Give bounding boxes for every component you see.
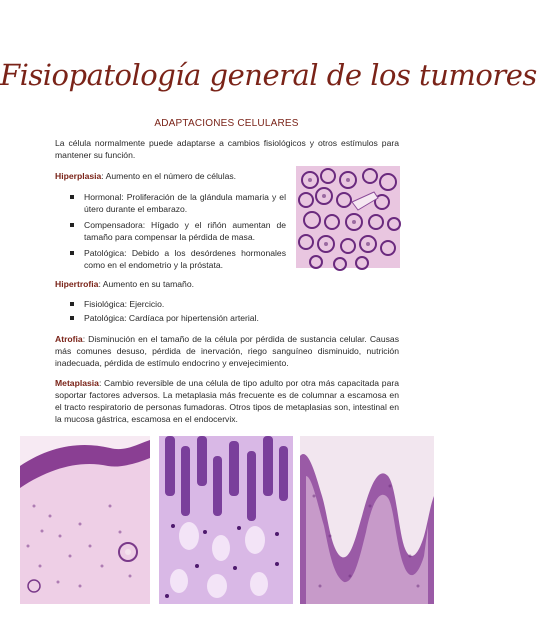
hiperplasia-definition: : Aumento en el número de células. [101,171,237,181]
hiperplasia-heading [55,170,295,182]
bullet-icon [70,302,74,306]
histology-atrophy-image [20,436,150,604]
hipertrofia-term: Hipertrofia [55,279,99,289]
atrofia-definition: : Disminución en el tamaño de la célula por pérdida de sustancia celular. Causas más comunes desuso, pérdida de inervación, riego sanguíneo disminuido, nutrición inadecuada, pérdida de estímulo endocrino y envejecimiento. [55,334,399,368]
hiperplasia-term: Hiperplasia [55,171,102,181]
list-item [68,247,286,271]
histology-hyperplasia-image [296,166,400,268]
list-item-text: Compensadora: Hígado y el riñón aumentan de tamaño para compensar la pérdida de masa. [84,220,286,242]
list-item-text: Fisiológica: Ejercicio. [84,299,165,309]
atrofia-term: Atrofia [55,334,83,344]
list-item-text: Patológica: Debido a los desórdenes hormonales como en el endometrio y la próstata. [84,248,286,270]
atrofia-paragraph [55,333,399,369]
list-item-text: Hormonal: Proliferación de la glándula mamaria y el útero durante el embarazo. [84,192,286,214]
list-item [68,298,368,310]
metaplasia-term: Metaplasia [55,378,99,388]
histology-metaplasia-image [159,436,293,604]
hipertrofia-heading [55,278,395,290]
page-title: Fisiopatología general de los tumores [0,58,537,92]
list-item-text: Patológica: Cardíaca por hipertensión arterial. [84,313,259,323]
bullet-icon [70,316,74,320]
bullet-icon [70,223,74,227]
histology-epithelium-image [300,436,434,604]
hiperplasia-list [68,191,286,275]
metaplasia-paragraph [55,377,399,425]
metaplasia-definition: : Cambio reversible de una célula de tipo adulto por otra más capacitada para soportar factores adversos. La metaplasia más frecuente es de columnar a escamosa en el tracto respiratorio de personas fumadoras. Otros tipos de metaplasias son, intestinal en la mucosa gástrica, escamosa en el endocervix. [55,378,399,424]
intro-paragraph: La célula normalmente puede adaptarse a cambios fisiológicos y otros estímulos para mantener su función. [55,138,399,160]
bullet-icon [70,195,74,199]
bullet-icon [70,251,74,255]
section-subtitle: ADAPTACIONES CELULARES [154,118,299,129]
hipertrofia-definition: : Aumento en su tamaño. [98,279,194,289]
list-item [68,191,286,215]
list-item [68,312,368,324]
hipertrofia-list [68,298,368,328]
list-item [68,219,286,243]
